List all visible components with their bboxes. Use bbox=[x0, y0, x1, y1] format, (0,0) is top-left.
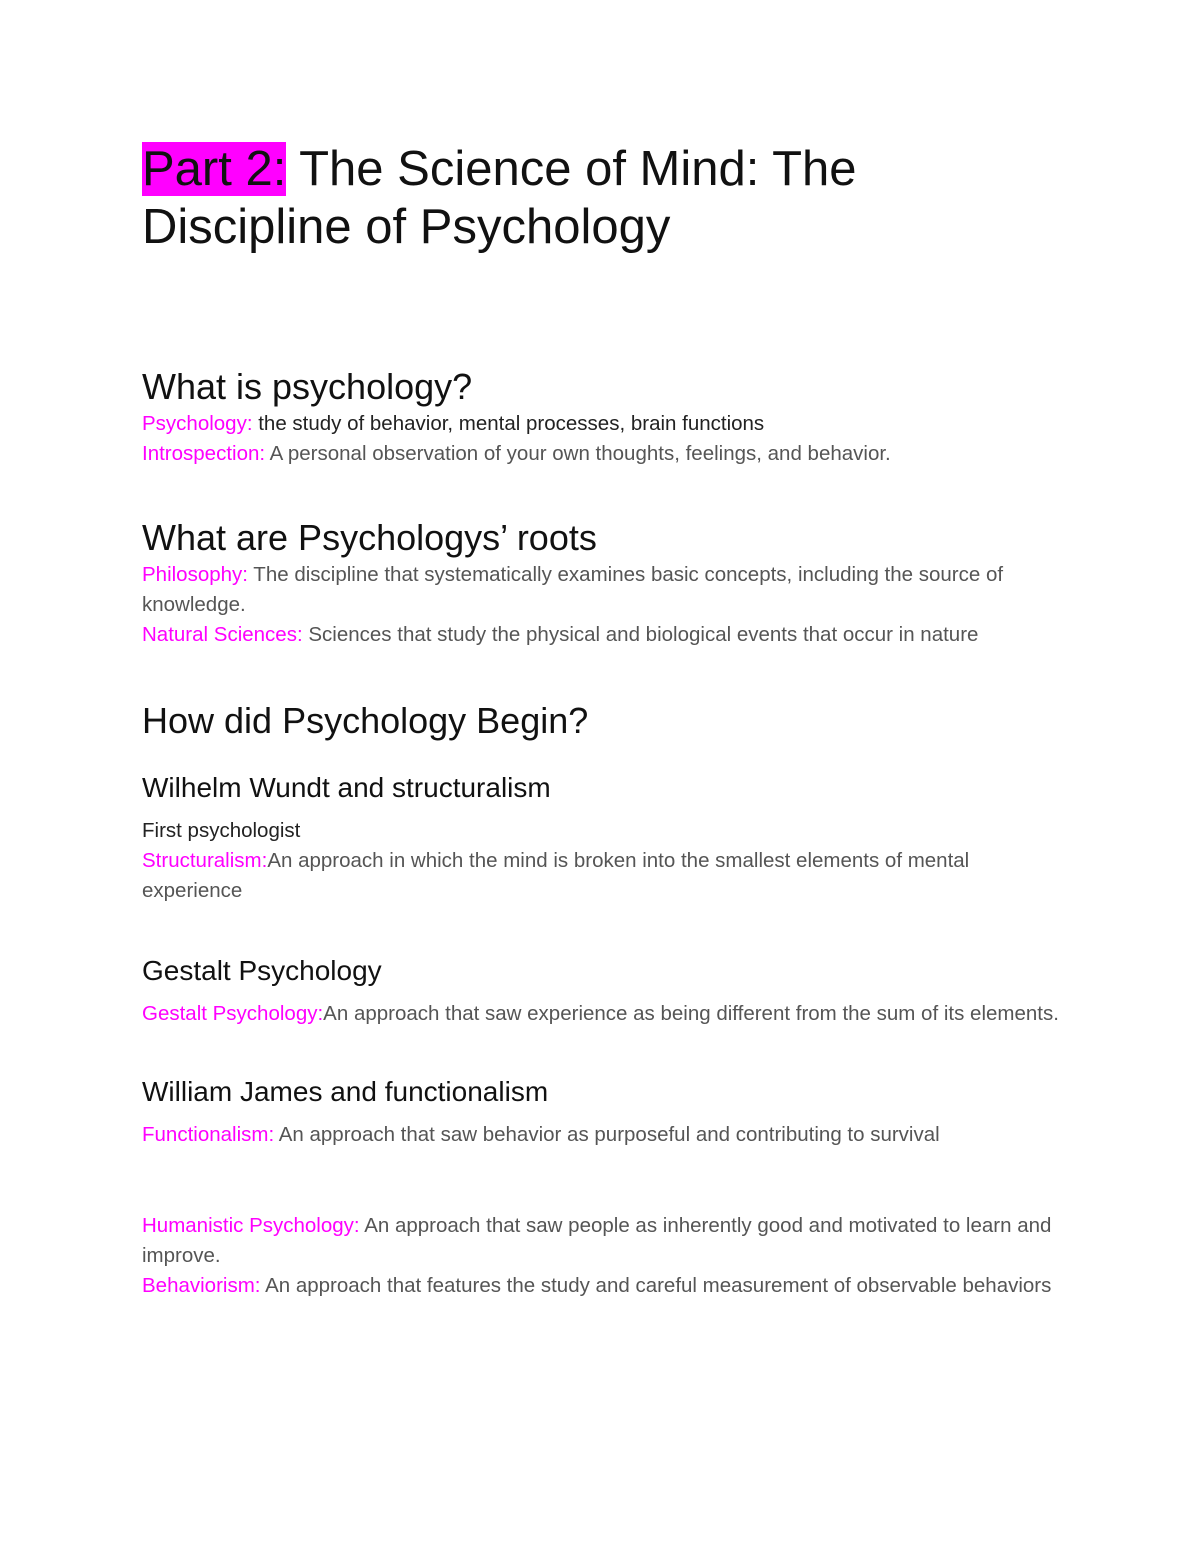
definition-natural-sciences bbox=[142, 620, 1072, 650]
definition-text: An approach that saw behavior as purposeful and contributing to survival bbox=[274, 1123, 940, 1146]
term-label: Gestalt Psychology: bbox=[142, 1002, 324, 1025]
definition-text: A personal observation of your own thoughts, feelings, and behavior. bbox=[265, 442, 891, 465]
definition-structuralism bbox=[142, 846, 1072, 906]
heading-what-is-psychology: What is psychology? bbox=[142, 366, 473, 407]
definition-text: An approach in which the mind is broken into the smallest elements of mental experience bbox=[142, 849, 970, 902]
definition-philosophy bbox=[142, 560, 1072, 620]
term-label: Behaviorism: bbox=[142, 1274, 261, 1297]
term-label: Functionalism: bbox=[142, 1123, 275, 1146]
subheading-gestalt-psychology: Gestalt Psychology bbox=[142, 955, 382, 986]
definition-introspection bbox=[142, 439, 1072, 469]
document-title bbox=[142, 140, 1072, 256]
term-label: Introspection: bbox=[142, 442, 266, 465]
document-page bbox=[142, 140, 1072, 1301]
heading-how-psychology-began: How did Psychology Begin? bbox=[142, 700, 589, 741]
term-label: Natural Sciences: bbox=[142, 623, 303, 646]
definition-psychology bbox=[142, 409, 1072, 439]
term-label: Philosophy: bbox=[142, 563, 248, 586]
title-highlight: Part 2: bbox=[142, 142, 287, 196]
definition-text: An approach that saw experience as being different from the sum of its elements. bbox=[323, 1002, 1059, 1025]
subheading-james-functionalism: William James and functionalism bbox=[142, 1076, 549, 1107]
definition-behaviorism bbox=[142, 1271, 1072, 1301]
note-first-psychologist: First psychologist bbox=[142, 819, 301, 842]
definition-text: An approach that features the study and careful measurement of observable behaviors bbox=[260, 1274, 1052, 1297]
definition-text: The discipline that systematically examines basic concepts, including the source of knowledge. bbox=[142, 563, 1004, 616]
term-label: Structuralism: bbox=[142, 849, 268, 872]
heading-psychology-roots: What are Psychologys’ roots bbox=[142, 517, 597, 558]
subheading-wundt-structuralism: Wilhelm Wundt and structuralism bbox=[142, 772, 551, 803]
definition-humanistic-psychology bbox=[142, 1211, 1072, 1271]
definition-gestalt-psychology bbox=[142, 999, 1072, 1029]
term-label: Psychology: bbox=[142, 412, 253, 435]
definition-functionalism bbox=[142, 1120, 1072, 1150]
definition-text: An approach that saw people as inherently good and motivated to learn and improve. bbox=[142, 1214, 1052, 1267]
definition-text: the study of behavior, mental processes, brain functions bbox=[252, 412, 765, 435]
definition-text: Sciences that study the physical and biological events that occur in nature bbox=[302, 623, 979, 646]
title-text: The Science of Mind: The Discipline of Psychology bbox=[142, 142, 857, 254]
term-label: Humanistic Psychology: bbox=[142, 1214, 360, 1237]
